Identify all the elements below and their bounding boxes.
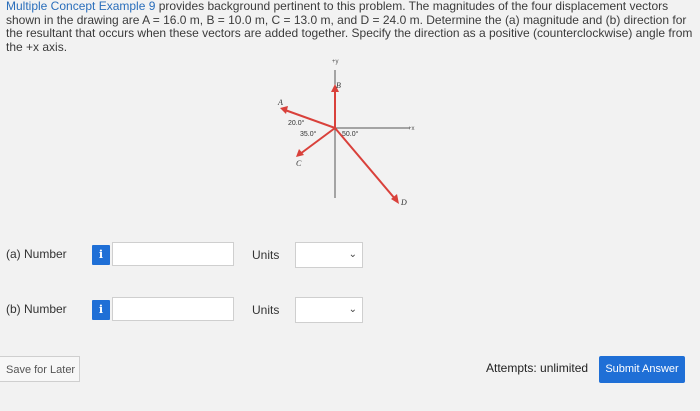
submit-answer-button[interactable]: Submit Answer [599,356,685,383]
plus-y-label: +y [332,59,339,65]
part-b-info-icon[interactable]: i [92,300,110,320]
part-a-label: (a) Number [6,247,67,261]
vector-d-label: D [401,198,407,207]
save-for-later-button[interactable]: Save for Later [0,356,80,382]
vector-a-arrowhead [280,106,288,114]
problem-statement [6,0,694,54]
vector-b-label: B [336,81,341,90]
angle-20-label: 20.0° [288,120,305,127]
part-b-units-label: Units [252,303,280,317]
part-b-units-select[interactable] [295,297,363,323]
example-link[interactable]: Multiple Concept Example 9 [6,0,156,13]
angle-35-label: 35.0° [300,131,317,138]
vector-d [335,128,396,200]
part-b-row [0,297,700,323]
part-b-label: (b) Number [6,302,67,316]
problem-text: provides background pertinent to this problem. The magnitudes of the four displacement vectors shown in the drawing are A = 16.0 m, B = 10.0 m, C = 13.0 m, and D = 24.0 m. Determine the (a) magnitude and (b) direction for the resultant that occurs when these vectors are added together. Specify the direction as a positive (counterclockwise) angle from the +x axis. [6,0,693,54]
part-a-units-label: Units [252,248,280,262]
angle-50-label: 50.0° [342,131,359,138]
plus-x-label: +x [408,126,415,132]
part-a-number-input[interactable] [112,242,234,266]
part-a-units-select[interactable] [295,242,363,268]
vector-a-label: A [278,98,283,107]
chevron-down-icon: ⌄ [348,249,357,260]
part-a-row [0,242,700,268]
vector-diagram [260,50,440,220]
vector-c-label: C [296,159,302,168]
part-a-info-icon[interactable]: i [92,245,110,265]
attempts-text: Attempts: unlimited [486,361,589,375]
chevron-down-icon: ⌄ [348,304,357,315]
vector-diagram-svg [260,50,440,220]
part-b-number-input[interactable] [112,297,234,321]
